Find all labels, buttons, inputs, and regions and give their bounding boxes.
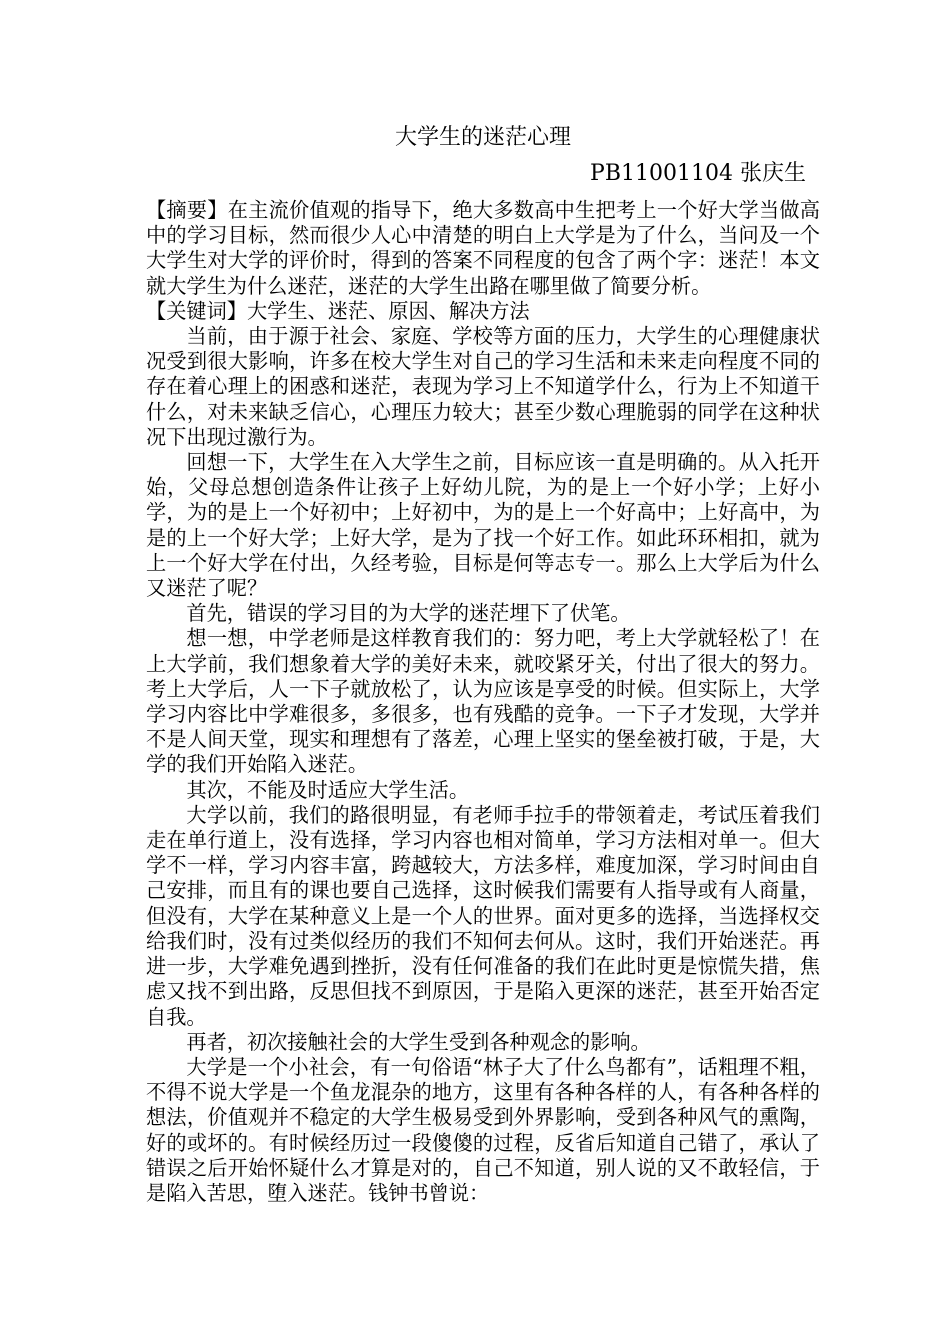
abstract-paragraph: 【摘要】在主流价值观的指导下，绝大多数高中生把考上一个好大学当做高中的学习目标，然而很少人心中清楚的明白上大学是为了什么，当问及一个大学生对大学的评价时，得到的答案不同程度的包含了两个字：迷茫！本文就大学生为什么迷茫，迷茫的大学生出路在哪里做了简要分析。 <box>146 198 820 298</box>
document-title: 大学生的迷茫心理 <box>394 125 571 150</box>
section-heading-second: 其次，不能及时适应大学生活。 <box>186 777 470 802</box>
body-paragraph-3: 想一想，中学老师是这样教育我们的：努力吧，考上大学就轻松了！在上大学前，我们想象着大学的美好未来，就咬紧牙关，付出了很大的努力。考上大学后，人一下子就放松了，认为应该是享受的时候。但实际上，大学学习内容比中学难很多，多很多，也有残酷的竞争。一下子才发现，大学并不是人间天堂，现实和理想有了落差，心理上坚实的堡垒被打破，于是，大学的我们开始陷入迷茫。 <box>146 626 820 777</box>
body-paragraph-1: 当前，由于源于社会、家庭、学校等方面的压力，大学生的心理健康状况受到很大影响，许多在校大学生对自己的学习生活和未来走向程度不同的存在着心理上的困惑和迷茫，表现为学习上不知道学什么，行为上不知道干什么，对未来缺乏信心，心理压力较大；甚至少数心理脆弱的同学在这种状况下出现过激行为。 <box>146 324 820 449</box>
body-paragraph-4: 大学以前，我们的路很明显，有老师手拉手的带领着走，考试压着我们走在单行道上，没有选择，学习内容也相对简单，学习方法相对单一。但大学不一样，学习内容丰富，跨越较大，方法多样，难度加深，学习时间由自己安排，而且有的课也要自己选择，这时候我们需要有人指导或有人商量，但没有，大学在某种意义上是一个人的世界。面对更多的选择，当选择权交给我们时，没有过类似经历的我们不知何去何从。这时，我们开始迷茫。再进一步，大学难免遇到挫折，没有任何准备的我们在此时更是惊慌失措，焦虑又找不到出路，反思但找不到原因，于是陷入更深的迷茫，甚至开始否定自我。 <box>146 802 820 1029</box>
body-paragraph-2: 回想一下，大学生在入大学生之前，目标应该一直是明确的。从入托开始，父母总想创造条件让孩子上好幼儿院，为的是上一个好小学；上好小学，为的是上一个好初中；上好初中，为的是上一个好高中；上好高中，为是的上一个好大学；上好大学，是为了找一个好工作。如此环环相扣，就为上一个好大学在付出，久经考验，目标是何等志专一。那么上大学后为什么又迷茫了呢？ <box>146 450 820 601</box>
keywords-paragraph: 【关键词】大学生、迷茫、原因、解决方法 <box>146 298 530 323</box>
section-heading-first: 首先，错误的学习目的为大学的迷茫埋下了伏笔。 <box>186 601 631 626</box>
document-body <box>146 198 820 1206</box>
author-line: PB11001104 张庆生 <box>590 161 806 186</box>
section-heading-third: 再者，初次接触社会的大学生受到各种观念的影响。 <box>186 1029 651 1054</box>
body-paragraph-5: 大学是一个小社会，有一句俗语“林子大了什么鸟都有”，话粗理不粗，不得不说大学是一个鱼龙混杂的地方，这里有各种各样的人，有各种各样的想法，价值观并不稳定的大学生极易受到外界影响，受到各种风气的熏陶，好的或坏的。有时候经历过一段傻傻的过程，反省后知道自己错了，承认了错误之后开始怀疑什么才算是对的，自己不知道，别人说的又不敢轻信，于是陷入苦思，堕入迷茫。钱钟书曾说： <box>146 1054 820 1205</box>
